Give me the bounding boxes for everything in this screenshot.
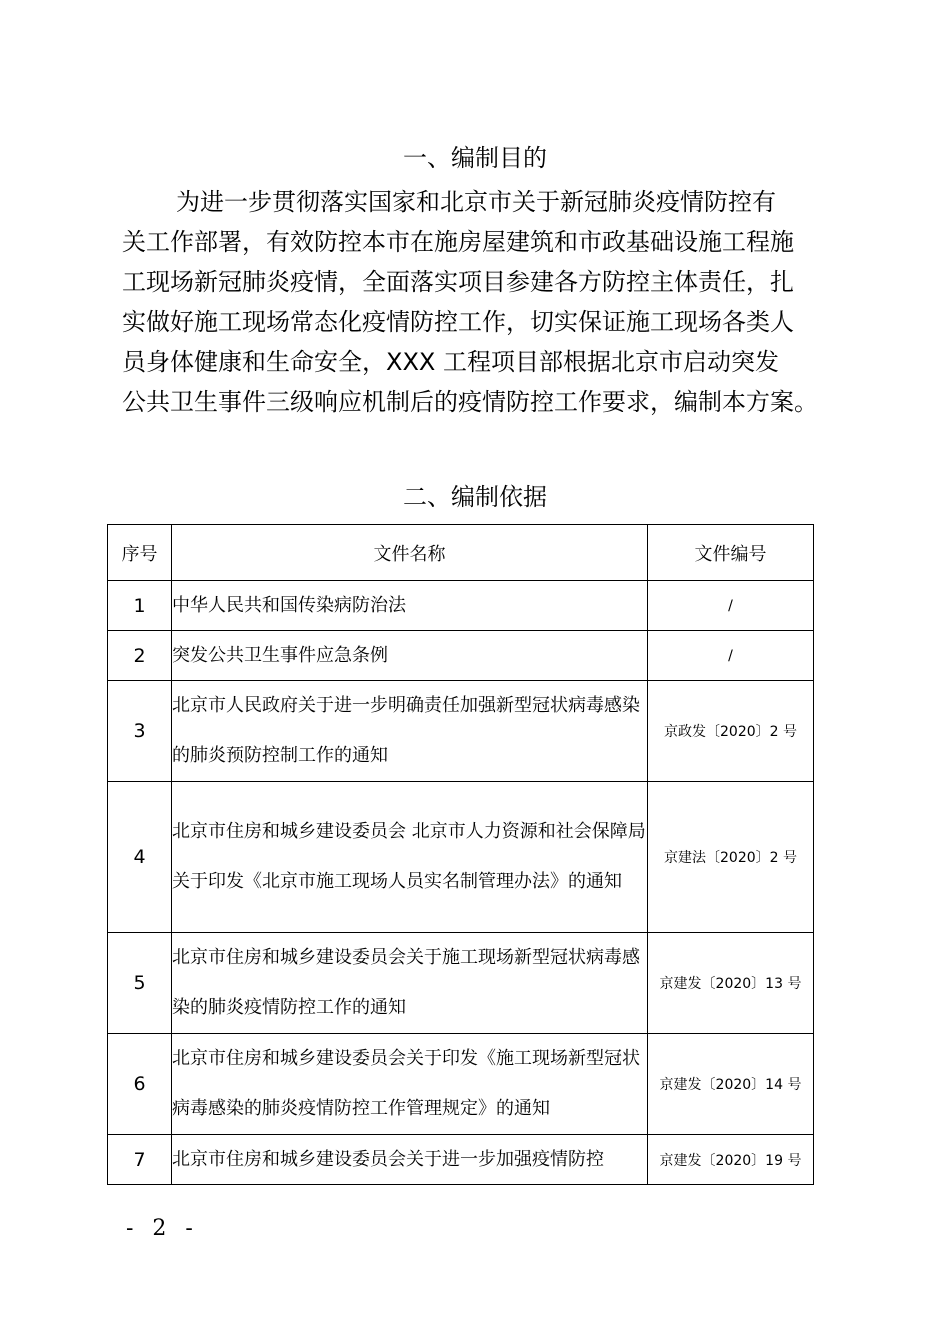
table-row <box>108 1135 814 1185</box>
row-number: 2 <box>108 631 172 681</box>
document-name: 突发公共卫生事件应急条例 <box>172 631 648 681</box>
table-row <box>108 782 814 933</box>
document-code: / <box>648 631 814 681</box>
paragraph-line: 为进一步贯彻落实国家和北京市关于新冠肺炎疫情防控有 <box>176 188 776 216</box>
header-serial-number: 序号 <box>108 525 172 581</box>
table-row <box>108 1034 814 1135</box>
row-number: 6 <box>108 1034 172 1135</box>
header-document-name: 文件名称 <box>172 525 648 581</box>
document-code: 京政发〔2020〕2 号 <box>648 681 814 782</box>
basis-table <box>107 524 814 1185</box>
table-header-row <box>108 525 814 581</box>
document-name: 北京市人民政府关于进一步明确责任加强新型冠状病毒感染的肺炎预防控制工作的通知 <box>172 681 648 782</box>
row-number: 5 <box>108 933 172 1034</box>
section-2-heading: 二、编制依据 <box>403 483 547 511</box>
table-row <box>108 681 814 782</box>
document-code: / <box>648 581 814 631</box>
table-row <box>108 631 814 681</box>
section-1-heading: 一、编制目的 <box>403 144 547 172</box>
row-number: 1 <box>108 581 172 631</box>
page-number: - 2 - <box>126 1216 199 1241</box>
paragraph-line: 公共卫生事件三级响应机制后的疫情防控工作要求，编制本方案。 <box>122 388 818 416</box>
paragraph-line: 实做好施工现场常态化疫情防控工作，切实保证施工现场各类人 <box>122 308 794 336</box>
paragraph-line: 员身体健康和生命安全，XXX 工程项目部根据北京市启动突发 <box>122 348 779 376</box>
row-number: 3 <box>108 681 172 782</box>
header-document-code: 文件编号 <box>648 525 814 581</box>
purpose-paragraph <box>122 182 838 422</box>
table-row <box>108 581 814 631</box>
document-name: 北京市住房和城乡建设委员会关于进一步加强疫情防控 <box>172 1135 648 1185</box>
document-code: 京建发〔2020〕14 号 <box>648 1034 814 1135</box>
document-code: 京建发〔2020〕19 号 <box>648 1135 814 1185</box>
paragraph-line: 工现场新冠肺炎疫情，全面落实项目参建各方防控主体责任，扎 <box>122 268 794 296</box>
document-code: 京建法〔2020〕2 号 <box>648 782 814 933</box>
document-code: 京建发〔2020〕13 号 <box>648 933 814 1034</box>
document-name: 北京市住房和城乡建设委员会关于施工现场新型冠状病毒感染的肺炎疫情防控工作的通知 <box>172 933 648 1034</box>
table-row <box>108 933 814 1034</box>
document-name: 北京市住房和城乡建设委员会关于印发《施工现场新型冠状病毒感染的肺炎疫情防控工作管理规定》的通知 <box>172 1034 648 1135</box>
document-name: 北京市住房和城乡建设委员会 北京市人力资源和社会保障局关于印发《北京市施工现场人员实名制管理办法》的通知 <box>172 782 648 933</box>
row-number: 7 <box>108 1135 172 1185</box>
paragraph-line: 关工作部署，有效防控本市在施房屋建筑和市政基础设施工程施 <box>122 228 794 256</box>
document-name: 中华人民共和国传染病防治法 <box>172 581 648 631</box>
row-number: 4 <box>108 782 172 933</box>
